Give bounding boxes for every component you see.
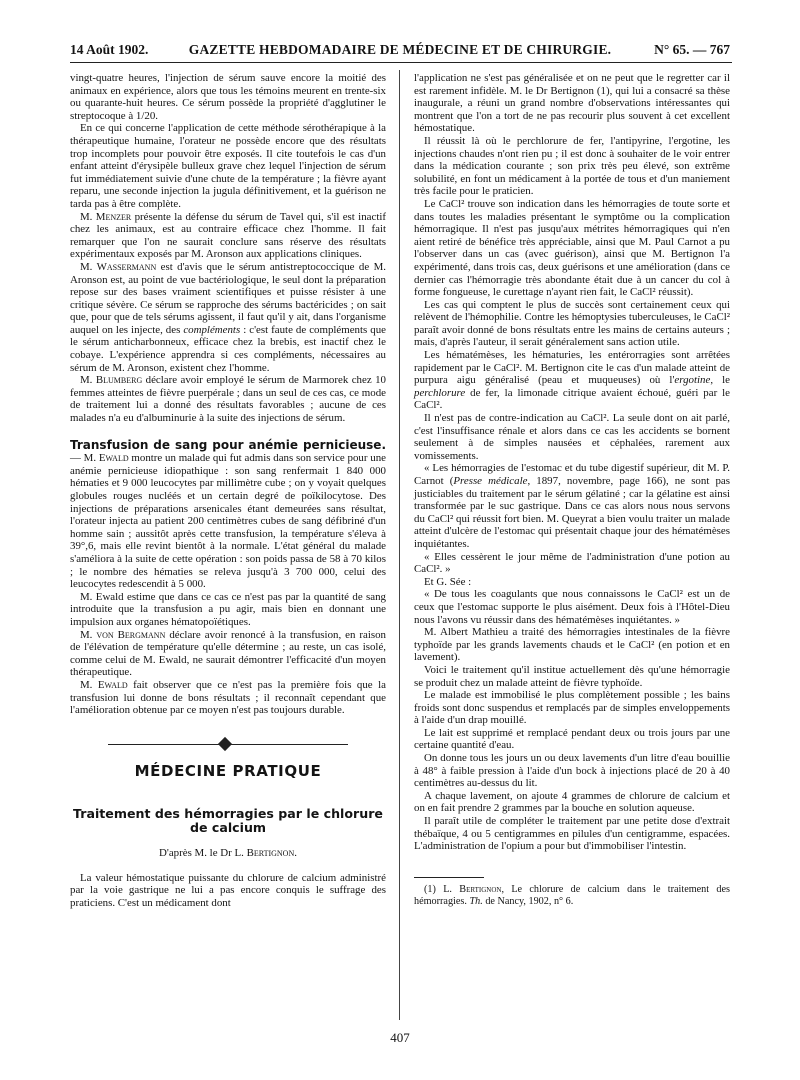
footnote-author: L. Bertignon xyxy=(443,883,502,895)
diamond-icon xyxy=(218,737,232,751)
footnote-marker: (1) xyxy=(424,883,444,895)
section-title: MÉDECINE PRATIQUE xyxy=(134,761,322,780)
header-rule xyxy=(70,62,732,63)
paragraph: Il réussit là où le perchlorure de fer, l'antipyrine, l'ergotine, les injections chaudes n'ont rien pu ; il est donc à souhaiter de le voir entrer dans la médication courante ; son prix très peu élevé, son extrême solubilité, en font un médicament à la portée de tous et d'un maniement très facile pour le praticien. xyxy=(414,134,730,198)
paragraph xyxy=(70,374,386,424)
section-ornament xyxy=(70,735,386,755)
paragraph: On donne tous les jours un ou deux lavements d'un litre d'eau bouillie à 48° à faible pression à l'aide d'un bock à injections placé de 20 à 40 centimètres au-dessus du lit. xyxy=(414,752,730,790)
page-number: 407 xyxy=(390,1030,410,1045)
paragraph xyxy=(70,439,386,591)
paragraph-text: : c'est faute de compléments que le sérum anticharbonneux, efficace chez la brebis, est inactif chez le cobaye. L'expérience apprendra si ces compléments, nécessaires au sérum de M. Aronson, existent chez l'homme. xyxy=(70,323,386,374)
paragraph: Le CaCl² trouve son indication dans les hémorragies de toute sorte et dans toutes les maladies présentant le symptôme ou la complication hémorragique. Il n'est pas jusqu'aux métrites hémorragiques qui n'en aient retiré de bénéfice très appréciable, ainsi que M. Paul Carnot a pu l'observer dans un cas (avec guérison), ainsi que M. Bertignon l'a expérimenté, dans trois cas, deux guérisons et une amélioration (dans ce dernier cas l'hémorragie très abondante était due à un cancer du col à forme fongueuse, le curettage n'ayant rien fait, le CaCl² réussit). xyxy=(414,197,730,299)
column-divider xyxy=(399,70,400,1020)
paragraph: Il paraît utile de compléter le traitement par une petite dose d'extrait thébaïque, 4 ou 5 centigrammes en pilules d'un centigramme, espacées. L'administration de l'opium a pour but d'immobiliser l'intestin. xyxy=(414,815,730,853)
right-column xyxy=(414,72,730,908)
paragraph: La valeur hémostatique puissante du chlorure de calcium administré par la voie gastrique ne lui a pas encore conquis le suffrage des praticiens. C'est un médicament dont xyxy=(70,871,386,910)
paragraph: En ce qui concerne l'application de cette méthode sérothérapique à la thérapeutique humaine, l'orateur ne possède encore que des résultats trop incomplets pour pouvoir être exposés. Il cite toutefois le cas d'un enfant atteint d'érysipèle bulleux grave chez lequel l'injection de sérum fut immédiatement suivie d'une chute de la température ; la fièvre ayant reparu, une seconde injection la jugula définitivement, et la guérison ne tarda pas à être complète. xyxy=(70,122,386,210)
speaker-name: M. Ewald xyxy=(80,678,128,691)
paragraph-text: déclare avoir renoncé à la transfusion, en raison de l'élévation de température qu'elle détermine ; au reste, un cas isolé, comme celui de M. Ewald, ne saurait démontrer l'efficacité d'un moyen thérapeutique. xyxy=(70,628,386,679)
journal-title: GAZETTE HEBDOMADAIRE DE MÉDECINE ET DE CHIRURGIE. xyxy=(188,42,612,57)
italic-term: compléments xyxy=(183,323,241,336)
byline xyxy=(70,847,386,860)
footnote-text: de Nancy, 1902, n° 6. xyxy=(482,895,574,907)
paragraph: M. Ewald estime que dans ce cas ce n'est pas par la quantité de sang introduite que la transfusion a pu agir, mais bien en donnant une impulsion aux organes hématopoïétiques. xyxy=(70,590,386,628)
italic-term: Th. xyxy=(469,895,483,907)
paragraph-text: montre un malade qui fut admis dans son service pour une anémie pernicieuse idiopathique : son sang renfermait 1 840 000 hématies et 9 000 leucocytes par millimètre cube ; on y voyait quelques globules rouges nucléés et un certain degré de poïkilocytose. Des injections de préparations arsenicales étant demeurées sans résultat, l'orateur injecta au patient 200 centimètres cubes de sang défibriné d'un homme sain ; aussitôt après cette transfusion, la température s'éleva à 39°,6, mais elle revint bientôt à la normale. L'état général du malade s'améliora à la suite de cette opération : son poids passa de 58 à 70 kilos ; le nombre des hématies se releva jusqu'à 3 700 000, celui des leucocytes redescendit à 5 000. xyxy=(70,452,386,591)
article-title: Traitement des hémorragies par le chlorure de calcium xyxy=(73,806,383,836)
sub-heading: Transfusion de sang pour anémie pernicieuse. xyxy=(70,437,386,452)
paragraph: l'application ne s'est pas généralisée et on ne peut que le regretter car il est rarement infidèle. M. le Dr Bertignon (1), qui lui a consacré sa thèse inaugurale, a réuni un grand nombre d'observations intéressantes qui montrent que l'on a tort de ne pas recourir plus souvent à cet excellent hémostatique. xyxy=(414,72,730,135)
paragraph-text: « Les hémorragies de l'estomac et du tube digestif supérieur, dit M. P. Carnot ( xyxy=(414,462,730,487)
paragraph-text: présente la défense du sérum de Tavel qui, s'il est inactif chez les animaux, est au contraire efficace chez l'homme. Il fait remarquer que l'on ne saurait conclure sans réserve des résultats expérimentaux exposés par M. Aronson aux applications cliniques. xyxy=(70,210,386,261)
paragraph xyxy=(70,679,386,717)
paragraph xyxy=(414,349,730,412)
paragraph xyxy=(70,629,386,679)
paragraph-text: déclare avoir employé le sérum de Marmorek chez 10 femmes atteintes de fièvre puerpérale ; dans un seul de ces cas, ce mode de traitement lui a donné des résultats favorables ; aucune de ces malades n'a eu d'albuminurie à la suite des injections de sérum. xyxy=(70,374,386,425)
paragraph: M. Albert Mathieu a traité des hémorragies intestinales de la fièvre typhoïde par les grands lavements chauds et le CaCl² (en potion et en lavement). xyxy=(414,626,730,664)
paragraph: Le malade est immobilisé le plus complètement possible ; les bains froids sont donc suspendus et remplacés par de simples enveloppements à l'aide d'un drap mouillé. xyxy=(414,689,730,727)
left-column xyxy=(70,72,386,910)
paragraph: Les cas qui comptent le plus de succès sont certainement ceux qui relèvent de l'hémophilie. Contre les hémoptysies tuberculeuses, le CaCl² paraît avoir donné de bons résultats entre les mains de certains auteurs ; mais, d'après l'auteur, il serait généralement sans action utile. xyxy=(414,298,730,349)
footnote xyxy=(414,884,730,908)
paragraph: « De tous les coagulants que nous connaissons le CaCl² est un de ceux que l'estomac supporte le plus aisément. Deux fois à l'Hôtel-Dieu nous l'avons vu réussir dans des hématémèses inquiétantes. » xyxy=(414,588,730,626)
speaker-name: M. Blumberg xyxy=(80,374,143,387)
paragraph: A chaque lavement, on ajoute 4 grammes de chlorure de calcium et on en fait prendre 2 grammes par la bouche en solution aqueuse. xyxy=(414,789,730,815)
paragraph-text: est d'avis que le sérum antistreptococcique de M. Aronson est, au point de vue bactériologique, le seul dont la préparation repose sur des bases vraiment scientifiques et puisse résister à une critique sévère. Ce sérum se rapproche des sérums bactéricides ; on sait que, pour que de tels sérums agissent, il faut qu'il y ait, dans l'organisme auquel on les injecte, des xyxy=(70,260,386,336)
author-name: L. Bertignon. xyxy=(234,847,297,860)
italic-term: Presse médicale xyxy=(453,475,528,487)
byline-text: D'après M. le Dr xyxy=(159,847,235,860)
paragraph-text: Les hématémèses, les hématuries, les entérorragies sont arrêtées rapidement par le CaCl². M. Bertignon cite le cas d'un malade atteint de purpura aigu généralisé (peau et muqueuses) où l' xyxy=(414,349,730,387)
paragraph: « Elles cessèrent le jour même de l'administration d'une potion au CaCl². » xyxy=(414,550,730,576)
running-header xyxy=(70,42,730,62)
paragraph-text: fait observer que ce n'est pas la première fois que la transfusion lui donne de bons résultats ; il reconnaît cependant que l'amélioration obtenue par ce moyen n'est pas toujours durable. xyxy=(70,678,386,717)
speaker-name: Ewald xyxy=(98,452,129,465)
paragraph-text: , le xyxy=(710,374,730,387)
issue-page: N° 65. — 767 xyxy=(654,42,730,57)
paragraph xyxy=(70,211,386,261)
paragraph-text: — M. xyxy=(70,452,99,465)
paragraph xyxy=(414,462,730,550)
paragraph: Voici le traitement qu'il institue actuellement dès qu'une hémorragie se produit chez un malade atteint de fièvre typhoïde. xyxy=(414,663,730,689)
paragraph-text: de fer, la limonade citrique avaient échoué, guéri par le CaCl². xyxy=(414,386,730,412)
speaker-name: M. von Bergmann xyxy=(80,628,166,641)
paragraph-text: , 1897, novembre, page 166), ne sont pas justiciables du traitement par le sérum gélatiné ; car la gélatine est ainsi transformée par le suc gastrique. Dans ce cas alors nous nous servons du CaCl² qui réussit fort bien. M. Queyrat a bien voulu traiter un malade atteint d'ulcère de l'estomac qui présentait chaque jour des hématémèses inquiétantes. xyxy=(414,475,730,550)
paragraph xyxy=(70,261,386,374)
speaker-name: M. Menzer xyxy=(80,210,132,223)
paragraph: Il n'est pas de contre-indication au CaCl². La seule dont on ait parlé, c'est l'insuffisance rénale et alors dans ce cas les accidents se bornent seulement à de simples nausées et céphalées, rarement aux vomissements. xyxy=(414,412,730,462)
paragraph: Et G. Sée : xyxy=(424,575,472,588)
paragraph: Le lait est supprimé et remplacé pendant deux ou trois jours par une certaine quantité d'eau. xyxy=(414,726,730,752)
italic-term: perchlorure xyxy=(414,386,466,399)
footnote-text: , Le chlorure de calcium dans le traitement des hémorragies. xyxy=(414,883,730,907)
paragraph: vingt-quatre heures, l'injection de sérum sauve encore la moitié des animaux en expérience, alors que tous les témoins meurent en trente-six ou quarante-huit heures. Ce sérum possède la propriété d'agglutiner le streptocoque à 1/20. xyxy=(70,72,386,122)
header-date: 14 Août 1902. xyxy=(70,42,149,57)
italic-term: ergotine xyxy=(674,374,711,387)
speaker-name: M. Wassermann xyxy=(80,260,157,273)
footnote-rule xyxy=(414,877,484,878)
